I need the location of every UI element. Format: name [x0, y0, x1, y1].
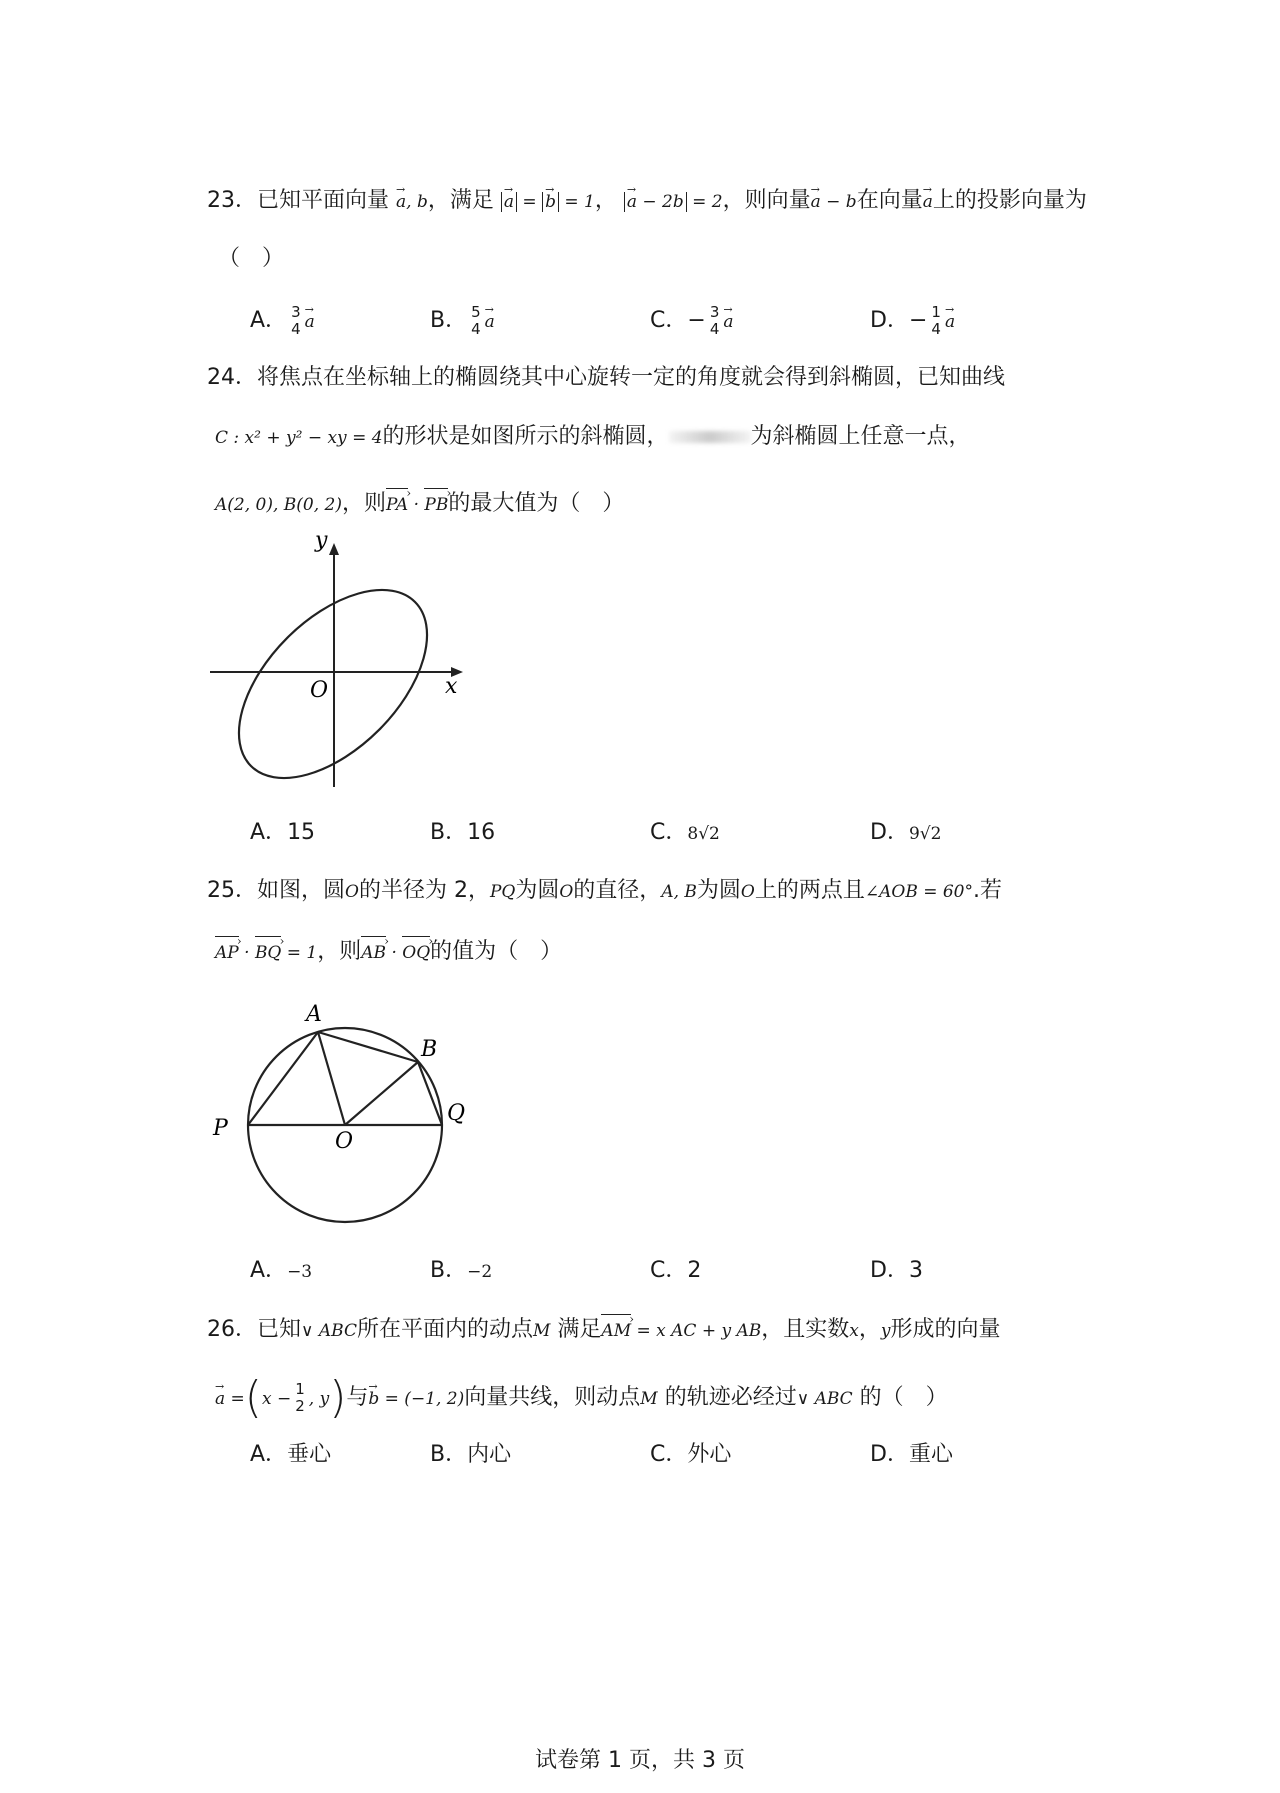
q24-points: A(2, 0), B(0, 2) [215, 495, 342, 515]
q25-PQ: PQ [489, 882, 516, 902]
q24-opt-d-value: 9√2 [908, 824, 942, 844]
q26-left-paren: ( [244, 1372, 262, 1423]
q25-eq: = 1 [286, 943, 318, 963]
segment-PA [248, 1032, 318, 1125]
q26-text1b: 所在平面内的动点 [356, 1317, 533, 1342]
q25-O-3: O [740, 882, 755, 902]
q23-opt-d-label: D． [870, 308, 909, 333]
q26-half-den: 2 [295, 1397, 305, 1415]
q26-text2a: 与 [346, 1385, 369, 1410]
q23-vectors-ab [396, 192, 428, 212]
q26-text1d: ，且实数 [761, 1317, 850, 1342]
q25-option-b[interactable] [430, 1256, 492, 1287]
q24-text3b: 的最大值为（ ） [448, 491, 625, 516]
q25-option-d[interactable] [870, 1256, 923, 1286]
q24-opt-b-label: B． [430, 820, 468, 845]
q26-opt-c-label: C． [650, 1442, 688, 1467]
q26-option-b[interactable] [430, 1440, 511, 1470]
q24-opt-c-label: C． [650, 820, 688, 845]
q23-d-den: 4 [931, 320, 941, 338]
q26-text2d: 的（ ） [859, 1385, 948, 1410]
q23-text: ．已知平面向量 [235, 188, 390, 213]
q25-text1f: 上的两点且 [754, 878, 865, 903]
q26-text1e: ， [858, 1317, 881, 1342]
q23-text3: ，则向量 [722, 188, 811, 213]
q24-line2 [215, 422, 971, 453]
q23-d-num: 1 [931, 303, 941, 321]
q25-BQ: BQ › [255, 936, 281, 968]
origin-label: O [310, 678, 329, 703]
q23-c-sign: − [687, 308, 706, 333]
y-axis-arrow [329, 543, 339, 555]
q24-text2a: 的形状是如图所示的斜椭圆， [382, 424, 669, 449]
segment-OB [345, 1062, 418, 1125]
q23-a-den: 4 [291, 320, 301, 338]
q26-line2 [215, 1372, 948, 1423]
q26-line1 [207, 1314, 1001, 1346]
q23-c-den: 4 [709, 320, 720, 338]
q24-opt-c-value: 8√2 [687, 824, 720, 844]
q24-opt-d-label: D． [870, 820, 909, 845]
q25-opt-a-label: A． [250, 1258, 288, 1283]
q26-text1f: 形成的向量 [890, 1317, 1001, 1342]
q26-right-paren: ) [329, 1372, 347, 1423]
q23-text2: ，满足 [427, 188, 494, 213]
q25-opt-d-value: 3 [908, 1258, 923, 1283]
q23-line1: 23．已知平面向量 → a, b，满足 → a = → b = 1， → a − 2b = 2，则向量→ a − b在向量→ a上的投影向量为 [207, 186, 1087, 217]
q23-text4: 在向量 [856, 188, 923, 213]
q24-option-d[interactable] [870, 818, 941, 849]
q23-b-num: 5 [471, 303, 481, 321]
q23-ab: → a, b [396, 187, 428, 217]
q25-option-a[interactable] [250, 1256, 312, 1287]
q25-opt-a-value: −3 [287, 1262, 313, 1282]
q24-PB: PB › [424, 488, 448, 520]
q24-opt-b-value: 16 [467, 820, 496, 845]
q23-a-minus-b: → a − b [811, 187, 857, 217]
q24-line1 [207, 363, 1005, 393]
q23-opt-b-vec: → a [485, 307, 495, 337]
q23-c-num: 3 [709, 303, 720, 321]
q26-b-vec: → b = (−1, 2) [368, 1384, 464, 1414]
q26-text1a: ．已知 [235, 1317, 302, 1342]
q25-AP: AP › [215, 936, 239, 968]
q26-M-2: M [640, 1389, 658, 1409]
q23-text5: 上的投影向量为 [932, 188, 1087, 213]
q25-text2b: 的值为（ ） [430, 939, 563, 964]
q24-blurred-region [669, 431, 751, 443]
q23-opt-a-label: A． [250, 308, 288, 333]
q24-text1: ．将焦点在坐标轴上的椭圆绕其中心旋转一定的角度就会得到斜椭圆，已知曲线 [235, 365, 1006, 390]
q26-a-vec: → a = [215, 1384, 245, 1414]
q24-opt-a-label: A． [250, 820, 288, 845]
q23-a-num: 3 [291, 303, 301, 321]
q26-opt-d-value: 重心 [908, 1442, 953, 1467]
q23-number: 23 [207, 188, 235, 213]
q25-opt-b-label: B． [430, 1258, 468, 1283]
q23-option-b[interactable] [430, 304, 495, 338]
q25-opt-c-label: C． [650, 1258, 688, 1283]
x-label: x [445, 674, 458, 699]
q24-option-b[interactable] [430, 818, 495, 848]
q26-AM: AM › [601, 1314, 631, 1346]
q26-opt-c-value: 外心 [687, 1442, 732, 1467]
page-footer: 试卷第 1 页，共 3 页 [535, 1748, 745, 1773]
q25-text1d: 的直径， [573, 878, 662, 903]
q24-ellipse-figure [205, 535, 465, 795]
q24-number: 24 [207, 365, 235, 390]
q23-d-sign: − [908, 308, 928, 333]
q25-line1 [207, 876, 1002, 907]
label-A: A [306, 1002, 322, 1027]
label-Q: Q [447, 1101, 466, 1126]
q23-a-2b: → a − 2b [627, 187, 684, 217]
q23-a: → a [504, 187, 514, 217]
q26-half-num: 1 [295, 1380, 305, 1398]
q26-option-a[interactable] [250, 1440, 331, 1470]
q25-text1g: .若 [973, 878, 1002, 903]
segment-BQ [418, 1062, 442, 1125]
q25-opt-d-label: D． [870, 1258, 909, 1283]
label-O: O [335, 1129, 354, 1154]
q25-O-1: O [345, 882, 359, 902]
q25-opt-b-value: −2 [467, 1262, 493, 1282]
q26-triangle: ∨ ABC [301, 1321, 357, 1341]
q25-text2a: ，则 [317, 939, 362, 964]
q23-paren: （ ） [218, 246, 285, 271]
q23-condition2 [624, 192, 723, 212]
q25-text1c: 为圆 [515, 878, 560, 903]
q26-text2b: 向量共线，则动点 [464, 1385, 641, 1410]
q23-opt-a-vec: → a [305, 307, 315, 337]
y-label: y [315, 535, 328, 553]
q26-M-1: M [532, 1321, 551, 1341]
q26-xAC-yAB: = x AC + y AB [636, 1321, 762, 1341]
q23-b-den: 4 [471, 320, 481, 338]
q25-text1a: ．如图，圆 [235, 878, 346, 903]
q23-eq1: = 1 [564, 192, 595, 212]
segment-AO [318, 1032, 345, 1125]
label-P: P [213, 1116, 228, 1141]
q25-opt-c-value: 2 [687, 1258, 702, 1283]
q24-PA: PA › [386, 488, 408, 520]
q25-O-2: O [559, 882, 574, 902]
q25-AB-vec: AB › [361, 936, 386, 968]
q23-opt-c-label: C． [650, 308, 688, 333]
q25-option-c[interactable] [650, 1256, 701, 1286]
q23-opt-d-vec: → a [945, 307, 955, 337]
q26-opt-d-label: D． [870, 1442, 909, 1467]
q24-option-c[interactable] [650, 818, 720, 849]
q26-inner-y: , y [308, 1389, 330, 1409]
q24-opt-a-value: 15 [287, 820, 316, 845]
q23-option-d[interactable] [870, 304, 955, 338]
q23-opt-c-vec: → a [723, 307, 733, 337]
q26-triangle-2: ∨ ABC [796, 1389, 853, 1409]
q26-x: x [849, 1321, 859, 1341]
q24-text3: ，则 [342, 491, 387, 516]
q26-opt-a-value: 垂心 [287, 1442, 332, 1467]
q23-option-a[interactable] [250, 304, 315, 338]
q23-option-c[interactable] [650, 304, 734, 338]
q25-text1e: 为圆 [696, 878, 741, 903]
q25-number: 25 [207, 878, 235, 903]
q23-opt-b-label: B． [430, 308, 468, 333]
q24-text2b: 为斜椭圆上任意一点， [750, 424, 971, 449]
q23-condition1: → a = → b = 1 [501, 192, 595, 212]
q26-opt-a-label: A． [250, 1442, 288, 1467]
q26-inner-x: x − [261, 1389, 292, 1409]
q23-b: → b [545, 187, 556, 217]
q25-text1b: 的半径为 2， [358, 878, 490, 903]
q25-line2: AP › · BQ › = 1，则AB › · OQ ›的值为（ ） [215, 936, 562, 968]
q26-opt-b-label: B． [430, 1442, 468, 1467]
q26-text1c: 满足 [557, 1317, 602, 1342]
label-B: B [421, 1037, 438, 1062]
q26-opt-b-value: 内心 [467, 1442, 512, 1467]
q25-OQ: OQ › [402, 936, 430, 968]
q23-a-vec: → a [923, 187, 933, 217]
q26-option-c[interactable] [650, 1440, 731, 1470]
q24-line3: A(2, 0), B(0, 2)，则PA › · PB ›的最大值为（ ） [215, 488, 624, 520]
q23-eq2: = 2 [692, 192, 723, 212]
q26-number: 26 [207, 1317, 235, 1342]
q25-AB-points: A, B [661, 882, 697, 902]
q25-circle-figure [205, 985, 495, 1240]
q26-option-d[interactable] [870, 1440, 953, 1470]
q26-y: y [880, 1321, 891, 1341]
q25-angle: ∠AOB = 60° [864, 882, 973, 902]
q24-option-a[interactable] [250, 818, 315, 848]
q24-curve: C : x² + y² − xy = 4 [215, 428, 383, 448]
q26-text2c: 的轨迹必经过 [664, 1385, 797, 1410]
